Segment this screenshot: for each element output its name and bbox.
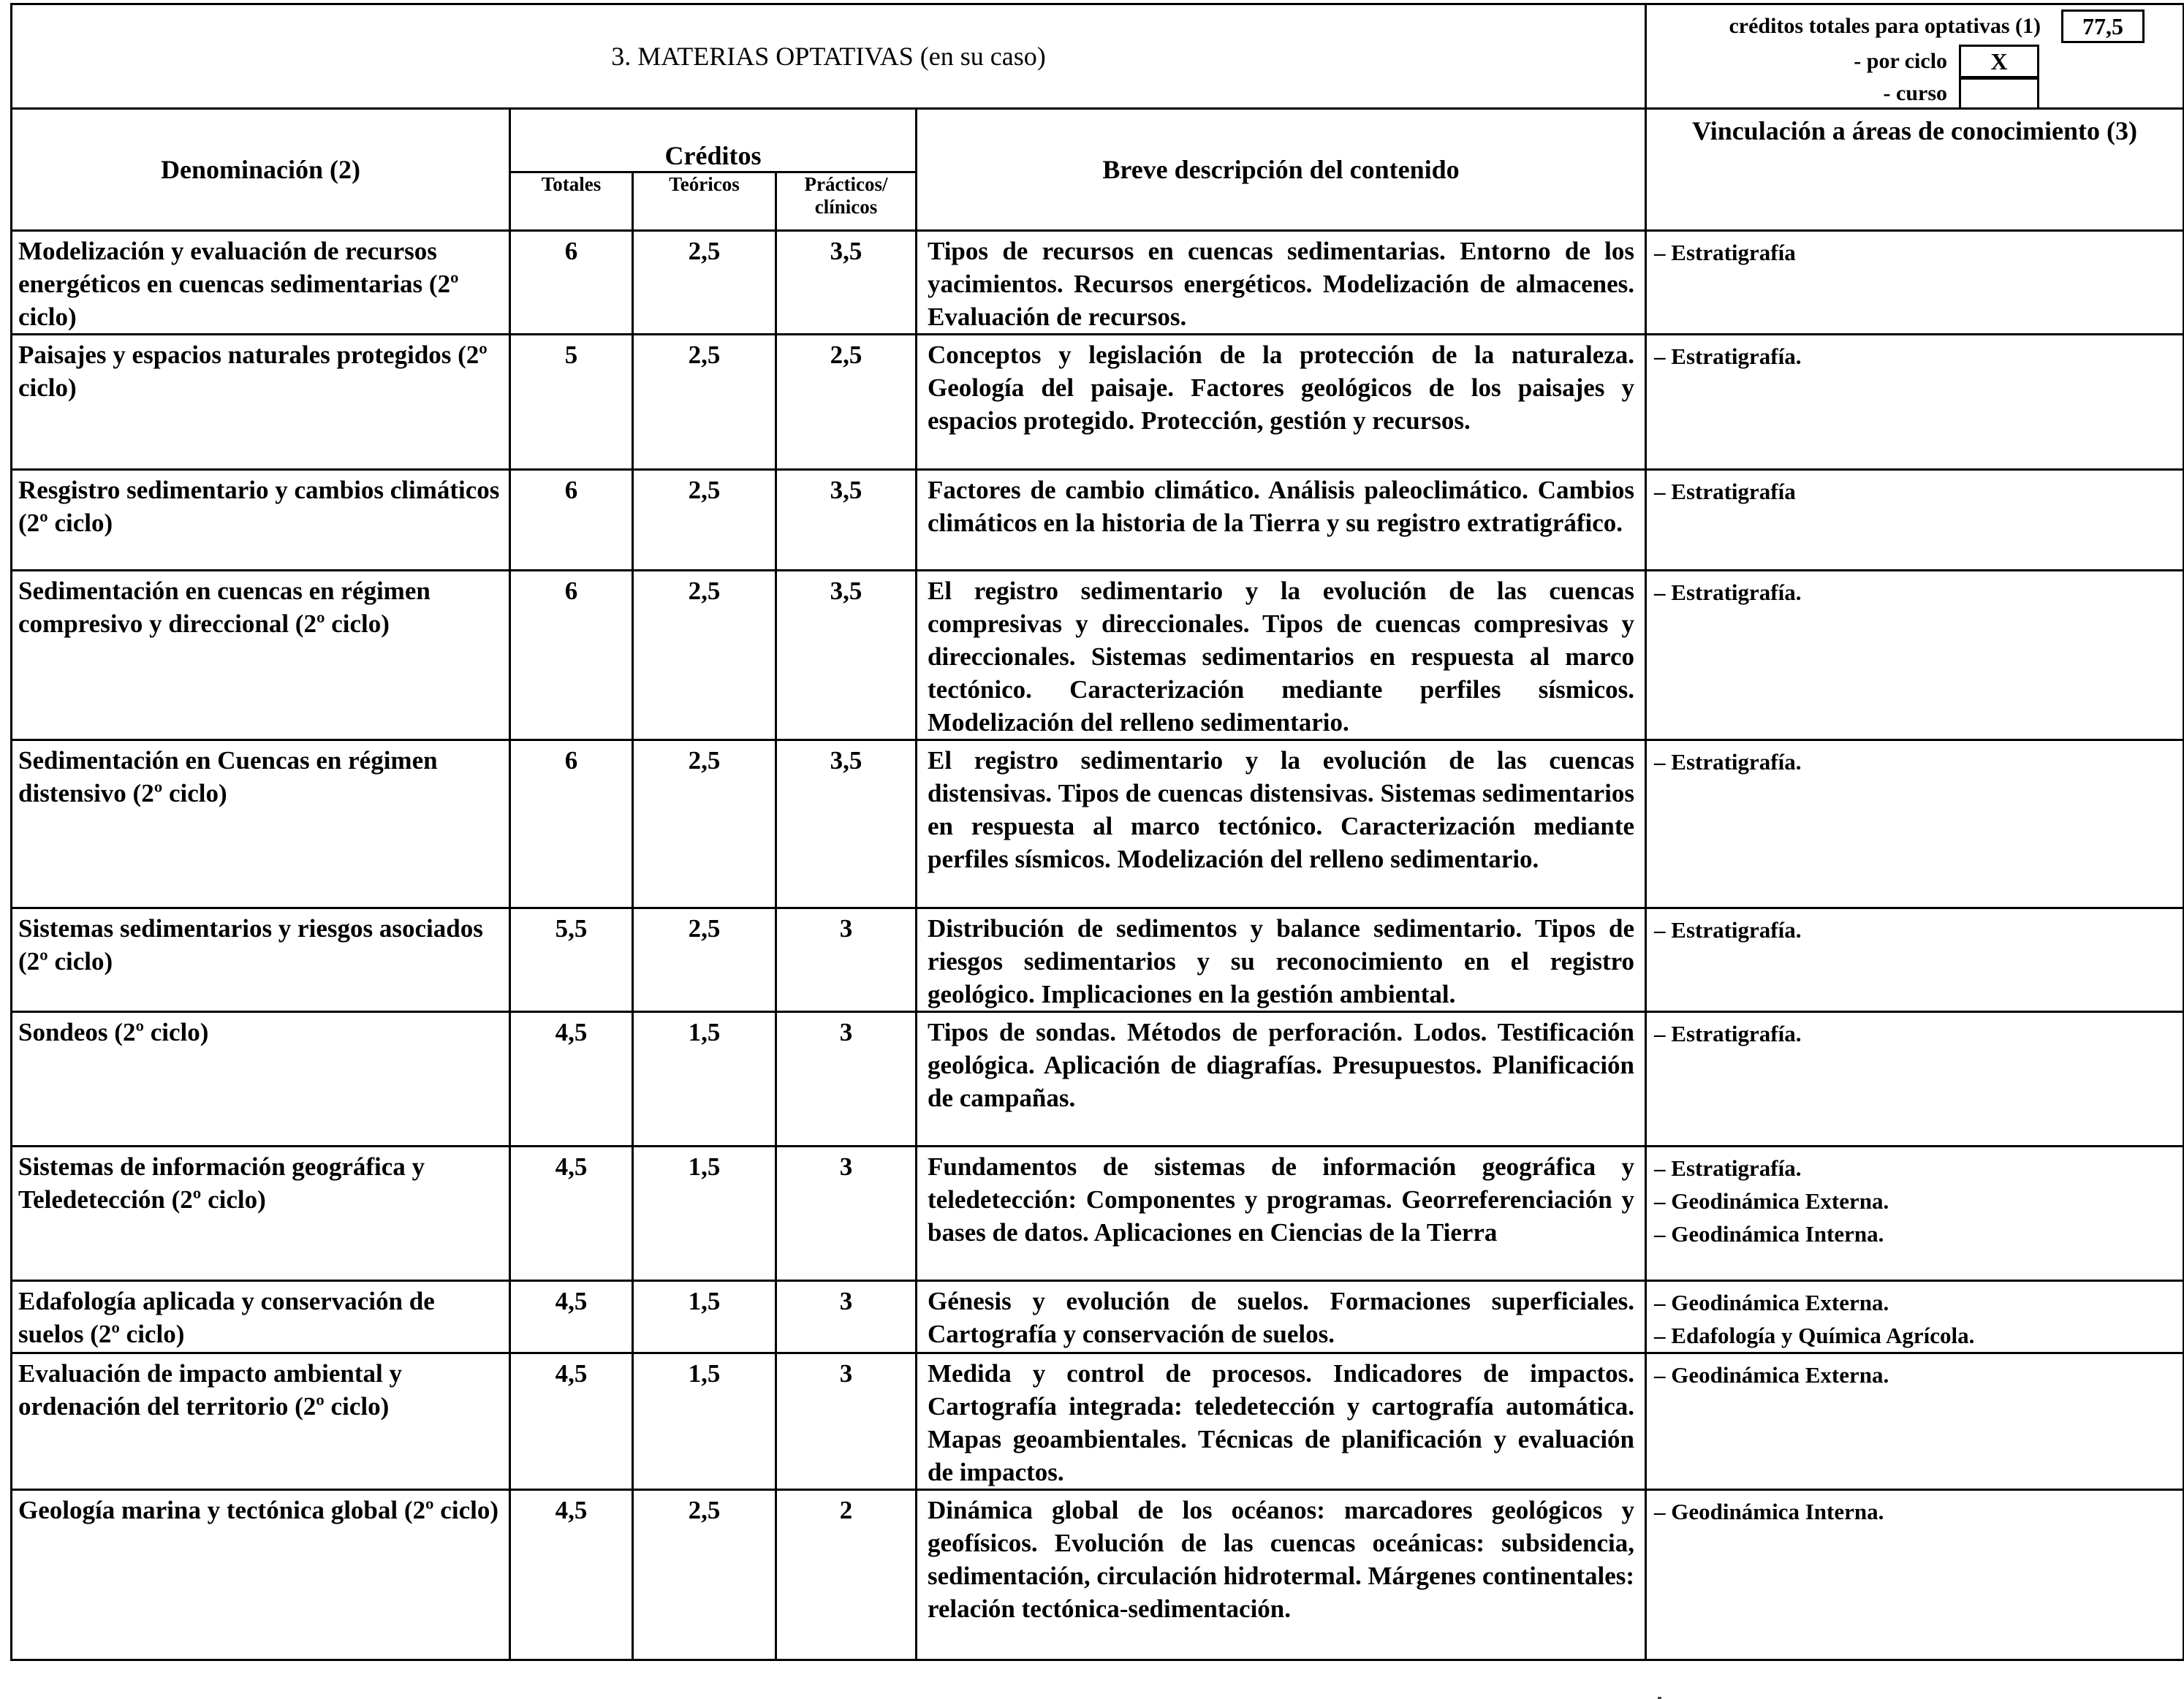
knowledge-areas — [1646, 571, 2184, 740]
knowledge-areas — [1646, 1281, 2184, 1353]
credits-teoricos: 1,5 — [633, 1353, 776, 1490]
credits-totales: 4,5 — [510, 1353, 633, 1490]
table-row — [12, 1353, 2184, 1490]
table-row — [12, 1490, 2184, 1660]
por-ciclo-label: - por ciclo — [1854, 49, 1948, 73]
credits-teoricos: 2,5 — [633, 231, 776, 335]
knowledge-area-item: – Estratigrafía. — [1654, 917, 1802, 943]
credits-totales: 6 — [510, 470, 633, 571]
credits-total-line — [1729, 9, 2145, 43]
subject-name: Sistemas sedimentarios y riesgos asociados (2º ciclo) — [12, 908, 510, 1012]
curso-label: - curso — [1883, 80, 1948, 105]
credits-practicos: 3 — [776, 1012, 917, 1147]
credits-practicos: 3,5 — [776, 571, 917, 740]
credits-totales: 4,5 — [510, 1281, 633, 1353]
content-description: Génesis y evolución de suelos. Formaciones superficiales. Cartografía y conservación de suelos. — [917, 1281, 1646, 1353]
header-vinculacion: Vinculación a áreas de conocimiento (3) — [1646, 109, 2184, 231]
table-row — [12, 335, 2184, 470]
knowledge-area-item: – Estratigrafía — [1654, 479, 1796, 504]
title-row — [12, 4, 2184, 109]
header-teoricos: Teóricos — [633, 172, 776, 231]
credits-practicos: 3 — [776, 908, 917, 1012]
credits-teoricos: 1,5 — [633, 1147, 776, 1281]
content-description: Factores de cambio climático. Análisis paleoclimático. Cambios climáticos en la historia de la Tierra y su registro extratigráfico. — [917, 470, 1646, 571]
knowledge-area-item: – Estratigrafía. — [1654, 1155, 1802, 1181]
credits-teoricos: 1,5 — [633, 1281, 776, 1353]
knowledge-areas — [1646, 1490, 2184, 1660]
table-row — [12, 1281, 2184, 1353]
content-description: Dinámica global de los océanos: marcadores geológicos y geofísicos. Evolución de las cuencas oceánicas: subsidencia, sedimentación, circulación hidrotermal. Márgenes continentales: relación tectónica-sedimentación. — [917, 1490, 1646, 1660]
credits-teoricos: 2,5 — [633, 470, 776, 571]
credits-totales: 4,5 — [510, 1490, 633, 1660]
knowledge-areas — [1646, 231, 2184, 335]
knowledge-areas — [1646, 1353, 2184, 1490]
subject-name: Paisajes y espacios naturales protegidos (2º ciclo) — [12, 335, 510, 470]
credits-practicos: 3,5 — [776, 470, 917, 571]
credits-totales: 6 — [510, 571, 633, 740]
credits-totales: 5,5 — [510, 908, 633, 1012]
subject-name: Evaluación de impacto ambiental y ordenación del territorio (2º ciclo) — [12, 1353, 510, 1490]
knowledge-area-item: – Estratigrafía. — [1654, 1021, 1802, 1046]
knowledge-area-item: – Geodinámica Externa. — [1654, 1188, 1889, 1214]
credits-practicos: 2 — [776, 1490, 917, 1660]
subject-name: Sondeos (2º ciclo) — [12, 1012, 510, 1147]
curso-line — [1884, 77, 2039, 109]
knowledge-area-item: – Geodinámica Interna. — [1654, 1499, 1884, 1524]
credits-practicos: 3,5 — [776, 231, 917, 335]
credits-practicos: 3 — [776, 1281, 917, 1353]
subject-name: Modelización y evaluación de recursos energéticos en cuencas sedimentarias (2º ciclo) — [12, 231, 510, 335]
content-description: Medida y control de procesos. Indicadores de impactos. Cartografía integrada: teledetección y cartografía automática. Mapas geoambientales. Técnicas de planificación y evaluación de impactos. — [917, 1353, 1646, 1490]
credits-totales: 6 — [510, 231, 633, 335]
knowledge-areas — [1646, 740, 2184, 908]
content-description: Tipos de sondas. Métodos de perforación. Lodos. Testificación geológica. Aplicación de diagrafías. Presupuestos. Planificación de campañas. — [917, 1012, 1646, 1147]
header-denominacion: Denominación (2) — [12, 109, 510, 231]
optativas-table — [10, 3, 2184, 1661]
table-row — [12, 231, 2184, 335]
credits-summary — [1646, 4, 2184, 109]
knowledge-area-item: – Estratigrafía — [1654, 240, 1796, 265]
subject-name: Resgistro sedimentario y cambios climáticos (2º ciclo) — [12, 470, 510, 571]
knowledge-area-item: – Estratigrafía. — [1654, 749, 1802, 775]
table-row — [12, 470, 2184, 571]
knowledge-area-item: – Estratigrafía. — [1654, 579, 1802, 605]
subject-name: Geología marina y tectónica global (2º ciclo) — [12, 1490, 510, 1660]
knowledge-areas — [1646, 470, 2184, 571]
header-totales: Totales — [510, 172, 633, 231]
credits-teoricos: 2,5 — [633, 908, 776, 1012]
credits-total-value: 77,5 — [2061, 9, 2145, 43]
knowledge-area-item: – Estratigrafía. — [1654, 343, 1802, 369]
credits-practicos: 3 — [776, 1147, 917, 1281]
header-creditos: Créditos — [510, 109, 917, 172]
table-row — [12, 1012, 2184, 1147]
header-practicos: Prácticos/ clínicos — [776, 172, 917, 231]
header-descripcion: Breve descripción del contenido — [917, 109, 1646, 231]
content-description: Conceptos y legislación de la protección de la naturaleza. Geología del paisaje. Factores geológicos de los paisajes y espacios protegido. Protección, gestión y recursos. — [917, 335, 1646, 470]
credits-totales: 6 — [510, 740, 633, 908]
curso-value — [1959, 77, 2039, 109]
knowledge-area-item: – Geodinámica Externa. — [1654, 1362, 1889, 1388]
subject-name: Sistemas de información geográfica y Teledetección (2º ciclo) — [12, 1147, 510, 1281]
credits-totales: 4,5 — [510, 1012, 633, 1147]
credits-practicos: 2,5 — [776, 335, 917, 470]
credits-teoricos: 2,5 — [633, 571, 776, 740]
por-ciclo-value: X — [1959, 45, 2039, 78]
credits-teoricos: 1,5 — [633, 1012, 776, 1147]
knowledge-areas — [1646, 335, 2184, 470]
credits-total-label: créditos totales para optativas (1) — [1729, 14, 2041, 38]
document-page — [10, 3, 2183, 1661]
subject-name: Edafología aplicada y conservación de suelos (2º ciclo) — [12, 1281, 510, 1353]
content-description: El registro sedimentario y la evolución de las cuencas distensivas. Tipos de cuencas distensivas. Sistemas sedimentarios en respuesta al marco tectónico. Caracterización mediante perfiles sísmicos. Modelización del relleno sedimentario. — [917, 740, 1646, 908]
content-description: Fundamentos de sistemas de información geográfica y teledetección: Componentes y programas. Georreferenciación y bases de datos. Aplicaciones en Ciencias de la Tierra — [917, 1147, 1646, 1281]
content-description: Tipos de recursos en cuencas sedimentarias. Entorno de los yacimientos. Recursos energéticos. Modelización de almacenes. Evaluación de recursos. — [917, 231, 1646, 335]
column-header-row — [12, 109, 2184, 172]
table-row — [12, 1147, 2184, 1281]
por-ciclo-line — [1854, 45, 2039, 78]
knowledge-areas — [1646, 1012, 2184, 1147]
subject-name: Sedimentación en Cuencas en régimen distensivo (2º ciclo) — [12, 740, 510, 908]
credits-totales: 5 — [510, 335, 633, 470]
credits-teoricos: 2,5 — [633, 1490, 776, 1660]
knowledge-area-item: – Geodinámica Interna. — [1654, 1221, 1884, 1247]
credits-teoricos: 2,5 — [633, 335, 776, 470]
knowledge-areas — [1646, 1147, 2184, 1281]
knowledge-areas — [1646, 908, 2184, 1012]
content-description: El registro sedimentario y la evolución de las cuencas compresivas y direccionales. Tipos de cuencas compresivas y direccionales. Sistemas sedimentarios en respuesta al marco tectónico. Caracterización mediante perfiles sísmicos. Modelización del relleno sedimentario. — [917, 571, 1646, 740]
credits-practicos: 3 — [776, 1353, 917, 1490]
knowledge-area-item: – Geodinámica Externa. — [1654, 1290, 1889, 1315]
section-title: 3. MATERIAS OPTATIVAS (en su caso) — [12, 4, 1646, 109]
table-row — [12, 740, 2184, 908]
subject-name: Sedimentación en cuencas en régimen compresivo y direccional (2º ciclo) — [12, 571, 510, 740]
table-row — [12, 908, 2184, 1012]
credits-teoricos: 2,5 — [633, 740, 776, 908]
credits-practicos: 3,5 — [776, 740, 917, 908]
knowledge-area-item: – Edafología y Química Agrícola. — [1654, 1323, 1975, 1348]
credits-totales: 4,5 — [510, 1147, 633, 1281]
table-row — [12, 571, 2184, 740]
content-description: Distribución de sedimentos y balance sedimentario. Tipos de riesgos sedimentarios y su reconocimiento en el registro geológico. Implicaciones en la gestión ambiental. — [917, 908, 1646, 1012]
